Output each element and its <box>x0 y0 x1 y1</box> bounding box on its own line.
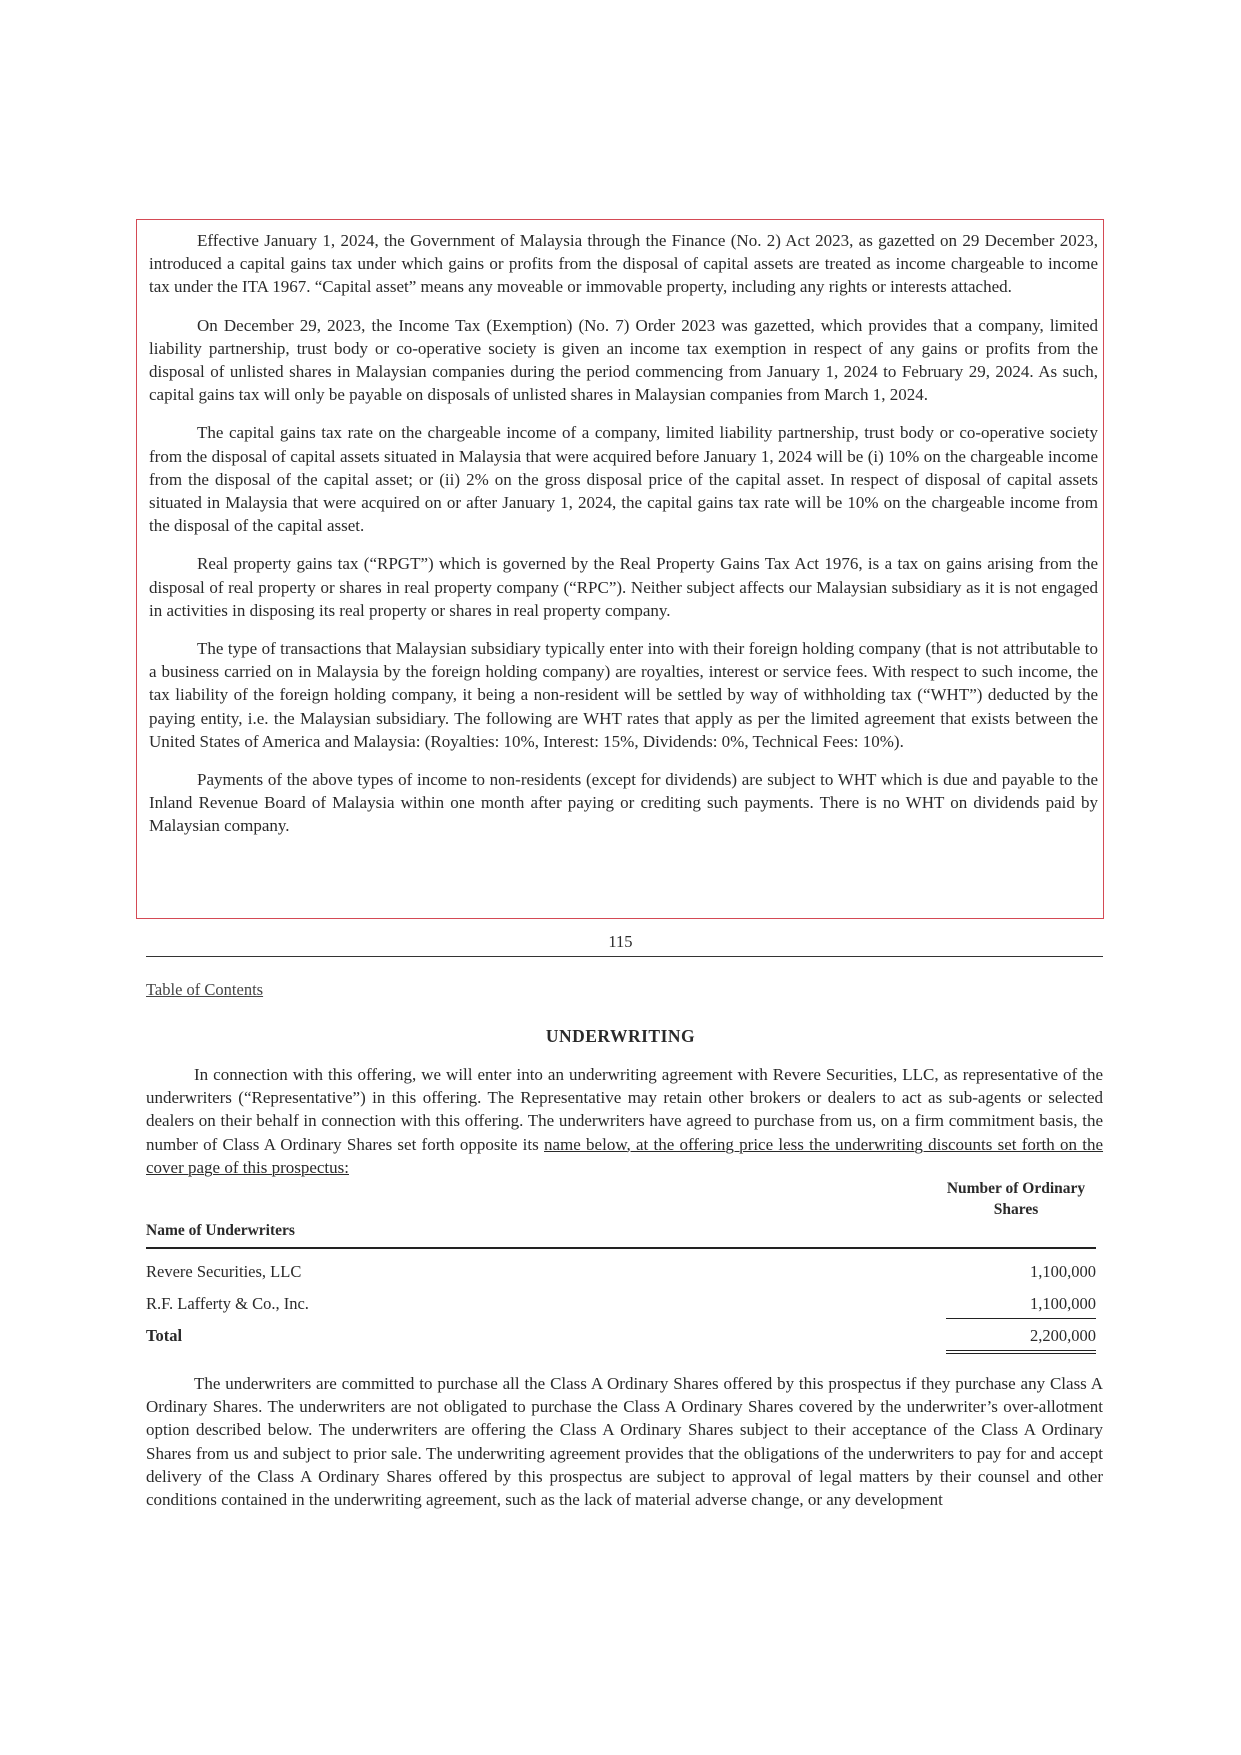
column-header-name: Name of Underwriters <box>146 1222 295 1239</box>
paragraph-tax-rate: The capital gains tax rate on the chargeable income of a company, limited liability partnership, trust body or co-operative society from the disposal of capital assets situated in Malaysia that were acquired before January 1, 2024 will be (i) 10% on the chargeable income from the disposal of the capital asset; or (ii) 2% on the gross disposal price of the capital asset. In respect of disposal of capital assets situated in Malaysia that were acquired on or after January 1, 2024, the capital gains tax rate will be 10% on the chargeable income from the disposal of the capital asset. <box>149 423 1098 536</box>
paragraph-withholding-tax: The type of transactions that Malaysian subsidiary typically enter into with their foreign holding company (that is not attributable to a business carried on in Malaysia by the foreign holding company) are royalties, interest or service fees. With respect to such income, the tax liability of the foreign holding company, it being a non-resident will be settled by way of withholding tax (“WHT”) deducted by the paying entity, i.e. the Malaysian subsidiary. The following are WHT rates that apply as per the limited agreement that exists between the United States of America and Malaysia: (Royalties: 10%, Interest: 15%, Dividends: 0%, Technical Fees: 10%). <box>149 639 1098 751</box>
underwriting-closing-paragraph: The underwriters are committed to purchase all the Class A Ordinary Shares offered by this prospectus if they purchase any Class A Ordinary Shares. The underwriters are not obligated to purchase the Class A Ordinary Shares covered by the underwriter’s over-allotment option described below. The underwriters are offering the Class A Ordinary Shares subject to their acceptance of the Class A Ordinary Shares from us and subject to prior sale. The underwriting agreement provides that the obligations of the underwriters to pay for and accept delivery of the Class A Ordinary Shares offered by this prospectus are subject to approval of legal matters by their counsel and other conditions contained in the underwriting agreement, such as the lack of material adverse change, or any development <box>146 1374 1103 1510</box>
column-header-shares: Number of Ordinary Shares <box>946 1180 1086 1218</box>
paragraph-wht-payments: Payments of the above types of income to non-residents (except for dividends) are subject to WHT which is due and payable to the Inland Revenue Board of Malaysia within one month after paying or crediting such payments. There is no WHT on dividends paid by Malaysian company. <box>149 770 1098 836</box>
header-rule <box>146 1247 1096 1249</box>
paragraph-exemption-order: On December 29, 2023, the Income Tax (Exemption) (No. 7) Order 2023 was gazetted, which provides that a company, limited liability partnership, trust body or co-operative society is given an income tax exemption in respect of any gains or profits from the disposal of unlisted shares in Malaysian companies during the period commencing from January 1, 2024 to February 29, 2024. As such, capital gains tax will only be payable on disposals of unlisted shares in Malaysian companies from March 1, 2024. <box>149 315 1098 405</box>
table-row-value: 1,100,000 <box>1030 1294 1096 1313</box>
table-row-value: 1,100,000 <box>1030 1262 1096 1281</box>
page-number: 115 <box>608 932 633 951</box>
section-heading: UNDERWRITING <box>545 1026 696 1046</box>
total-label: Total <box>146 1326 183 1345</box>
total-value: 2,200,000 <box>1030 1326 1096 1345</box>
subtotal-rule <box>946 1318 1096 1319</box>
intro-text: In connection with this offering, we will enter into an underwriting agreement with Revere Securities, LLC, as representative of the underwriters (“Representative”) in this offering. The Representative may retain other brokers or dealers to act as sub-agents or selected dealers on their behalf in connection with this offering. The underwriters have agreed to purchase from us, on a firm commitment basis, the number of Class A Ordinary Shares set forth opposite its <box>146 1065 1103 1154</box>
paragraph-rpgt: Real property gains tax (“RPGT”) which is governed by the Real Property Gains Tax Act 1976, is a tax on gains arising from the disposal of real property or shares in real property company (“RPC”). Neither subject affects our Malaysian subsidiary as it is not engaged in activities in disposing its real property or shares in real property company. <box>149 554 1098 620</box>
table-row-name: R.F. Lafferty & Co., Inc. <box>146 1294 309 1313</box>
underwriting-intro-paragraph <box>146 1063 1103 1179</box>
table-of-contents-link[interactable]: Table of Contents <box>146 980 264 999</box>
highlighted-tax-section <box>136 219 1104 919</box>
total-rule-top <box>946 1350 1096 1351</box>
total-rule-bottom <box>946 1353 1096 1354</box>
paragraph-capital-gains-tax: Effective January 1, 2024, the Government of Malaysia through the Finance (No. 2) Act 2023, as gazetted on 29 December 2023, introduced a capital gains tax under which gains or profits from the disposal of capital assets are treated as income chargeable to income tax under the ITA 1967. “Capital asset” means any moveable or immovable property, including any rights or interests attached. <box>149 231 1098 297</box>
page-divider <box>146 956 1103 957</box>
intro-last-line: name below, at the offering price less the underwriting discounts set forth on the cover page of this prospectus: <box>146 1134 1104 1177</box>
table-row-name: Revere Securities, LLC <box>146 1262 302 1281</box>
